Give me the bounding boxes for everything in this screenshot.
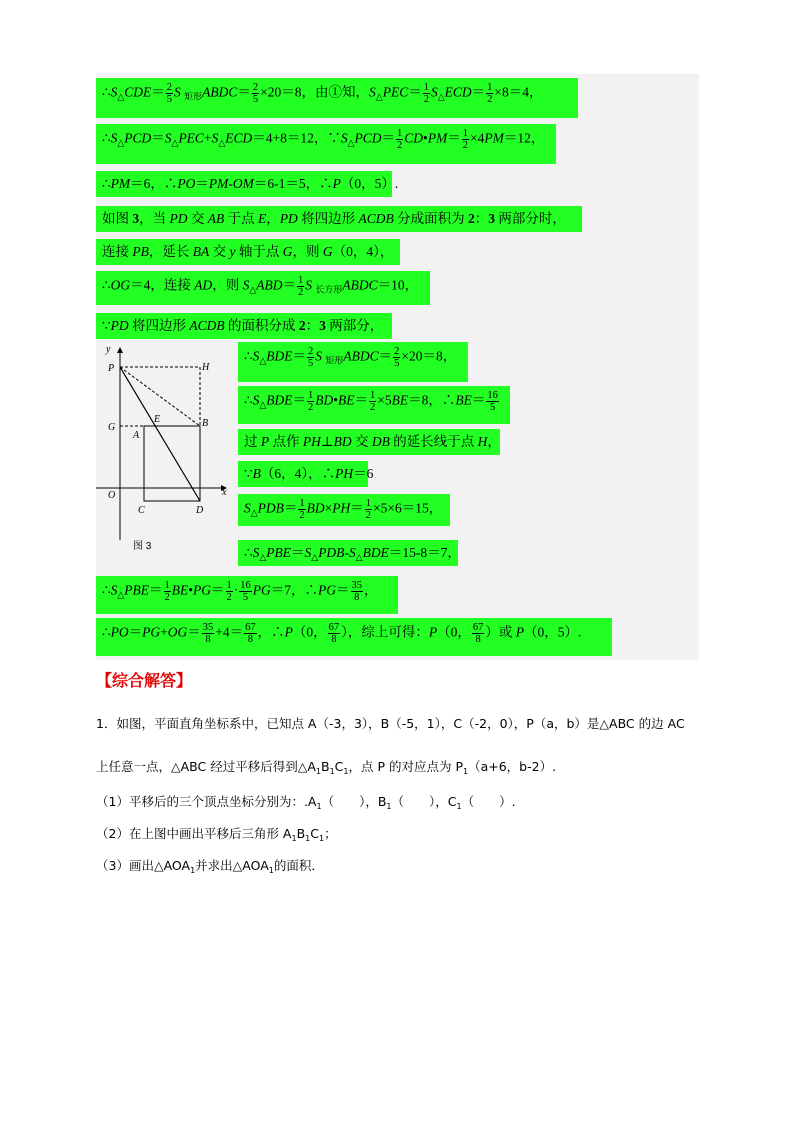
question-part-1: （1）平移后的三个顶点坐标分别为：$.A_1$（ ），$B_1$（ ），$C_1$（ ）. [96,794,516,811]
solution-line-9: $\therefore S_\triangle BDE=$ $\frac{1}{2}$ BD•BE＝ $\frac{1}{2}$ ×5BE＝8，∴BE＝ $\frac{16}{5}$ [238,386,510,424]
label-A: A [133,430,140,441]
solution-line-13: $\therefore S_\triangle PBE=S_\triangle PDB-S_\triangle BDE=15-8=7$， [238,540,458,566]
label-B: B [202,418,209,429]
solution-line-8: $\therefore S_\triangle BDE=$ $\frac{2}{5}$ S $_{矩形}$ABDC＝ $\frac{2}{5}$ ×20＝8， [238,342,468,382]
label-x: x [222,487,227,498]
label-H: H [202,362,210,373]
label-C: C [138,505,145,516]
question-line-2: 上任意一点，△ABC 经过平移后得到$\triangle A_1B_1C_1$，点 P 的对应点为 $P_1(a+6$，b-2）. [96,759,557,776]
solution-line-15: ∴PO＝PG+OG＝ $\frac{35}{8}$ +4＝ $\frac{67}{8}$ ，∴P（0， $\frac{67}{8}$ ），综上可得：P（0， $\frac{67}{8}$ ）或 P（0，5）. [96,618,612,656]
solution-line-11: ∵B（6，4），∴PH＝6 [238,461,368,487]
question-line-1: 1．如图，平面直角坐标系中，已知点 A（-3，3），B（-5，1），C（-2，0），P（a，b）是△ABC 的边 AC [96,716,685,731]
geometry-figure-3 [96,340,236,555]
label-y: y [106,344,111,355]
question-part-2: （2）在上图中画出平移后三角形 $A_1B_1C_1$； [96,826,337,843]
solution-line-12: $S_\triangle PDB=$ $\frac{1}{2}$ BD×PH＝ $\frac{1}{2}$ ×5×6＝15， [238,494,450,526]
label-O: O [108,490,116,501]
solution-line-6: ∴OG＝4，连接 AD，则 $S_\triangle ABD=$ $\frac{1}{2}$ S $_{长方形}$ABDC＝10， [96,271,430,305]
solution-line-7: ∵PD 将四边形 ACDB 的面积分成 2：3 两部分， [96,313,392,339]
solution-line-4: 如图 3，当 PD 交 AB 于点 E，PD 将四边形 ACDB 分成面积为 2：3 两部分时， [96,206,582,232]
solution-line-2: $\therefore S_\triangle PCD=S_\triangle PEC+S_\triangle ECD=4+8=12$，$\because S_\triangle PCD=$ $\frac{1}{2}$ CD•PM＝ $\frac{1}{2}$ ×4PM＝12， [96,124,556,164]
solution-line-14: $\therefore S_\triangle PBE=$ $\frac{1}{2}$ BE•PG＝ $\frac{1}{2}$ · $\frac{16}{5}$ PG＝7，∴PG＝ $\frac{35}{8}$ ， [96,576,398,614]
solution-line-10: 过 P 点作 PH⊥BD 交 DB 的延长线于点 H， [238,429,500,455]
question-part-3: （3）画出$\triangle AOA_1$并求出$\triangle AOA_1$的面积． [96,858,324,875]
solution-line-3: ∴PM＝6，∴PO＝PM-OM＝6-1＝5，∴P（0，5）. [96,171,392,197]
figure-caption: 图 3 [133,541,152,552]
label-E: E [154,414,161,425]
section-title: 【综合解答】 [96,671,193,690]
solution-line-5: 连接 PB，延长 BA 交 y 轴于点 G，则 G（0，4）， [96,239,400,265]
solution-line-1: $\therefore S_\triangle CDE=$ $\frac{2}{5}$ S $_{矩形}$ABDC＝ $\frac{2}{5}$ ×20＝8，由①知，$S_\triangle PEC=$ $\frac{1}{2}$ $S_\triangle ECD=$ $\frac{1}{2}$ ×8＝4， [96,78,578,118]
label-D: D [196,505,204,516]
label-G: G [108,422,116,433]
label-P: P [108,363,115,374]
